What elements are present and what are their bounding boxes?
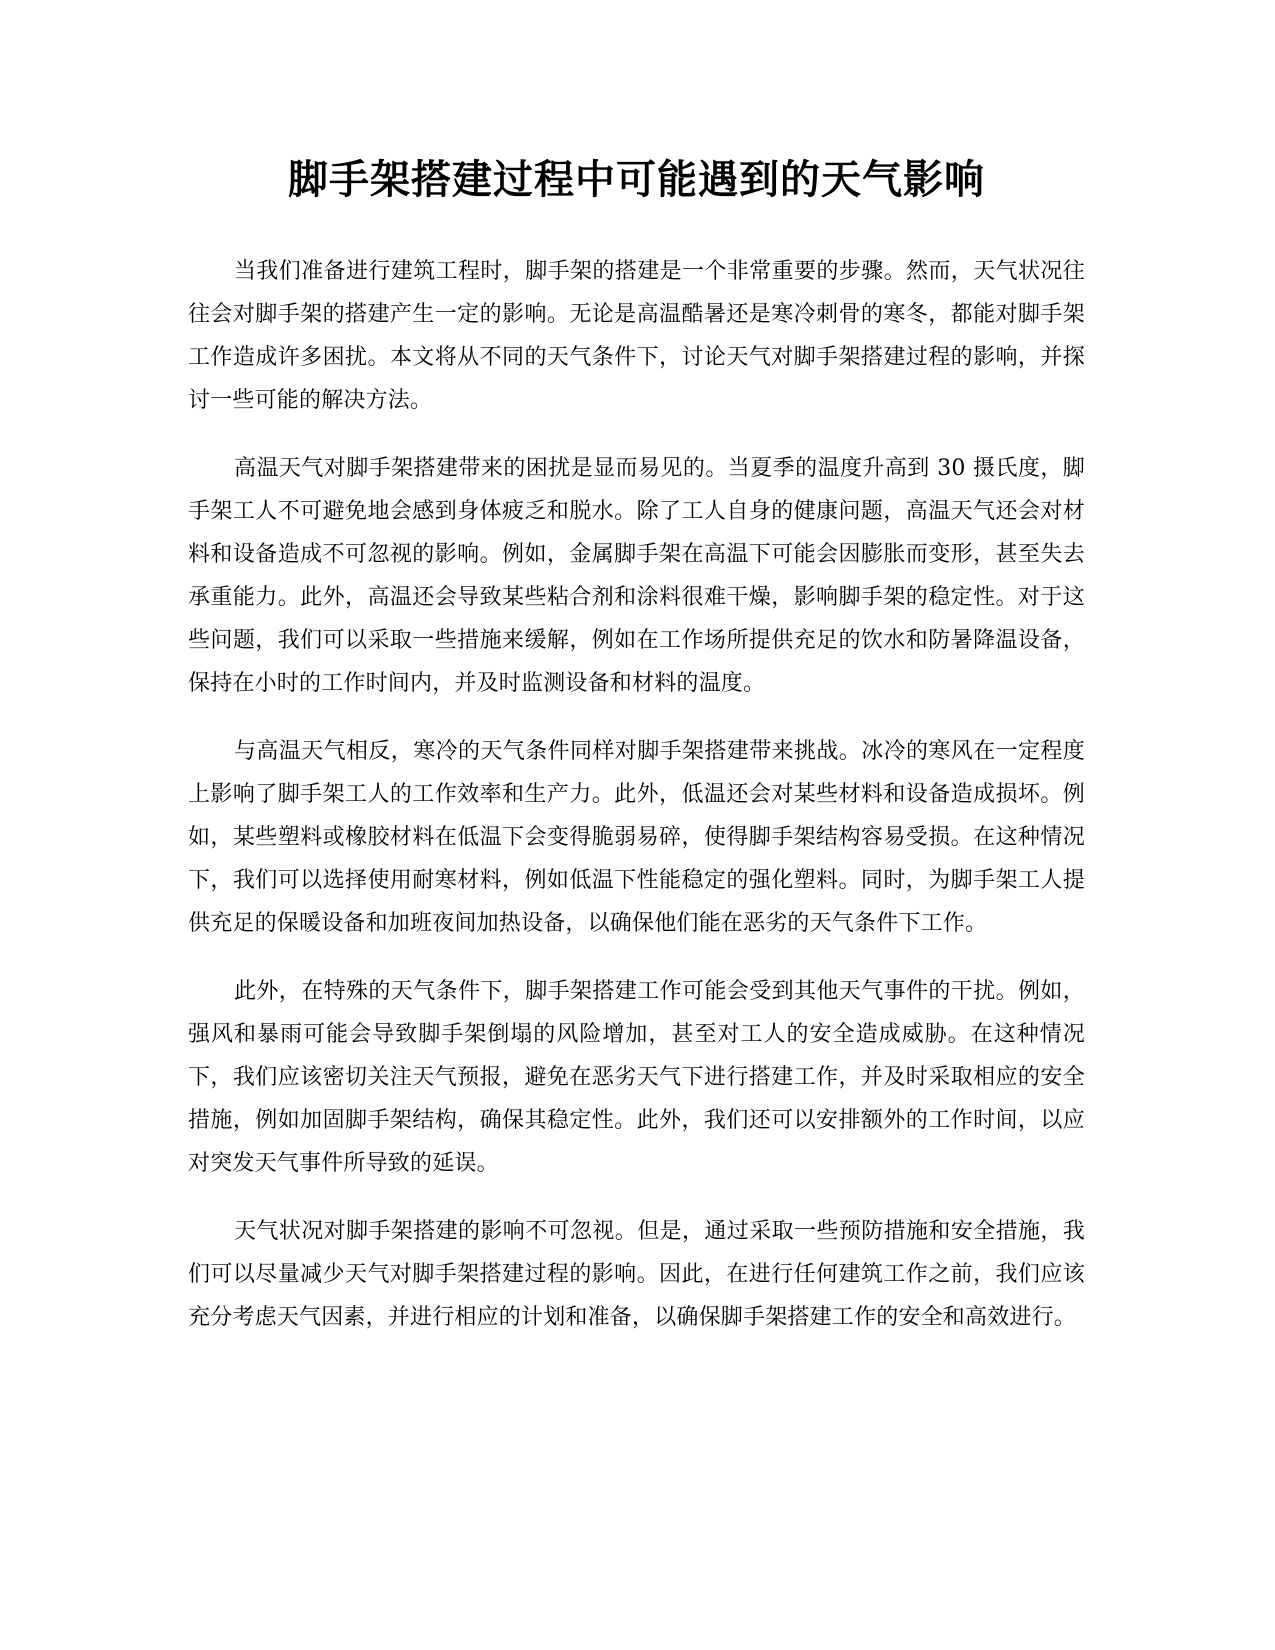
paragraph-high-temperature: 高温天气对脚手架搭建带来的困扰是显而易见的。当夏季的温度升高到 30 摄氏度，脚手架工人不可避免地会感到身体疲乏和脱水。除了工人自身的健康问题，高温天气还会对材料和设备造成不可忽视的影响。例如，金属脚手架在高温下可能会因膨胀而变形，甚至失去承重能力。此外，高温还会导致某些粘合剂和涂料很难干燥，影响脚手架的稳定性。对于这些问题，我们可以采取一些措施来缓解，例如在工作场所提供充足的饮水和防暑降温设备，保持在小时的工作时间内，并及时监测设备和材料的温度。 xyxy=(188,456,1085,696)
paragraph-intro: 当我们准备进行建筑工程时，脚手架的搭建是一个非常重要的步骤。然而，天气状况往往会对脚手架的搭建产生一定的影响。无论是高温酷暑还是寒冷刺骨的寒冬，都能对脚手架工作造成许多困扰。本文将从不同的天气条件下，讨论天气对脚手架搭建过程的影响，并探讨一些可能的解决方法。 xyxy=(188,259,1085,413)
document-title: 脚手架搭建过程中可能遇到的天气影响 xyxy=(288,157,985,203)
paragraph-conclusion: 天气状况对脚手架搭建的影响不可忽视。但是，通过采取一些预防措施和安全措施，我们可以尽量减少天气对脚手架搭建过程的影响。因此，在进行任何建筑工作之前，我们应该充分考虑天气因素，并进行相应的计划和准备，以确保脚手架搭建工作的安全和高效进行。 xyxy=(188,1219,1085,1330)
paragraph-cold-weather: 与高温天气相反，寒冷的天气条件同样对脚手架搭建带来挑战。冰冷的寒风在一定程度上影响了脚手架工人的工作效率和生产力。此外，低温还会对某些材料和设备造成损坏。例如，某些塑料或橡胶材料在低温下会变得脆弱易碎，使得脚手架结构容易受损。在这种情况下，我们可以选择使用耐寒材料，例如低温下性能稳定的强化塑料。同时，为脚手架工人提供充足的保暖设备和加班夜间加热设备，以确保他们能在恶劣的天气条件下工作。 xyxy=(188,739,1085,936)
paragraph-special-weather: 此外，在特殊的天气条件下，脚手架搭建工作可能会受到其他天气事件的干扰。例如，强风和暴雨可能会导致脚手架倒塌的风险增加，甚至对工人的安全造成威胁。在这种情况下，我们应该密切关注天气预报，避免在恶劣天气下进行搭建工作，并及时采取相应的安全措施，例如加固脚手架结构，确保其稳定性。此外，我们还可以安排额外的工作时间，以应对突发天气事件所导致的延误。 xyxy=(188,979,1085,1176)
